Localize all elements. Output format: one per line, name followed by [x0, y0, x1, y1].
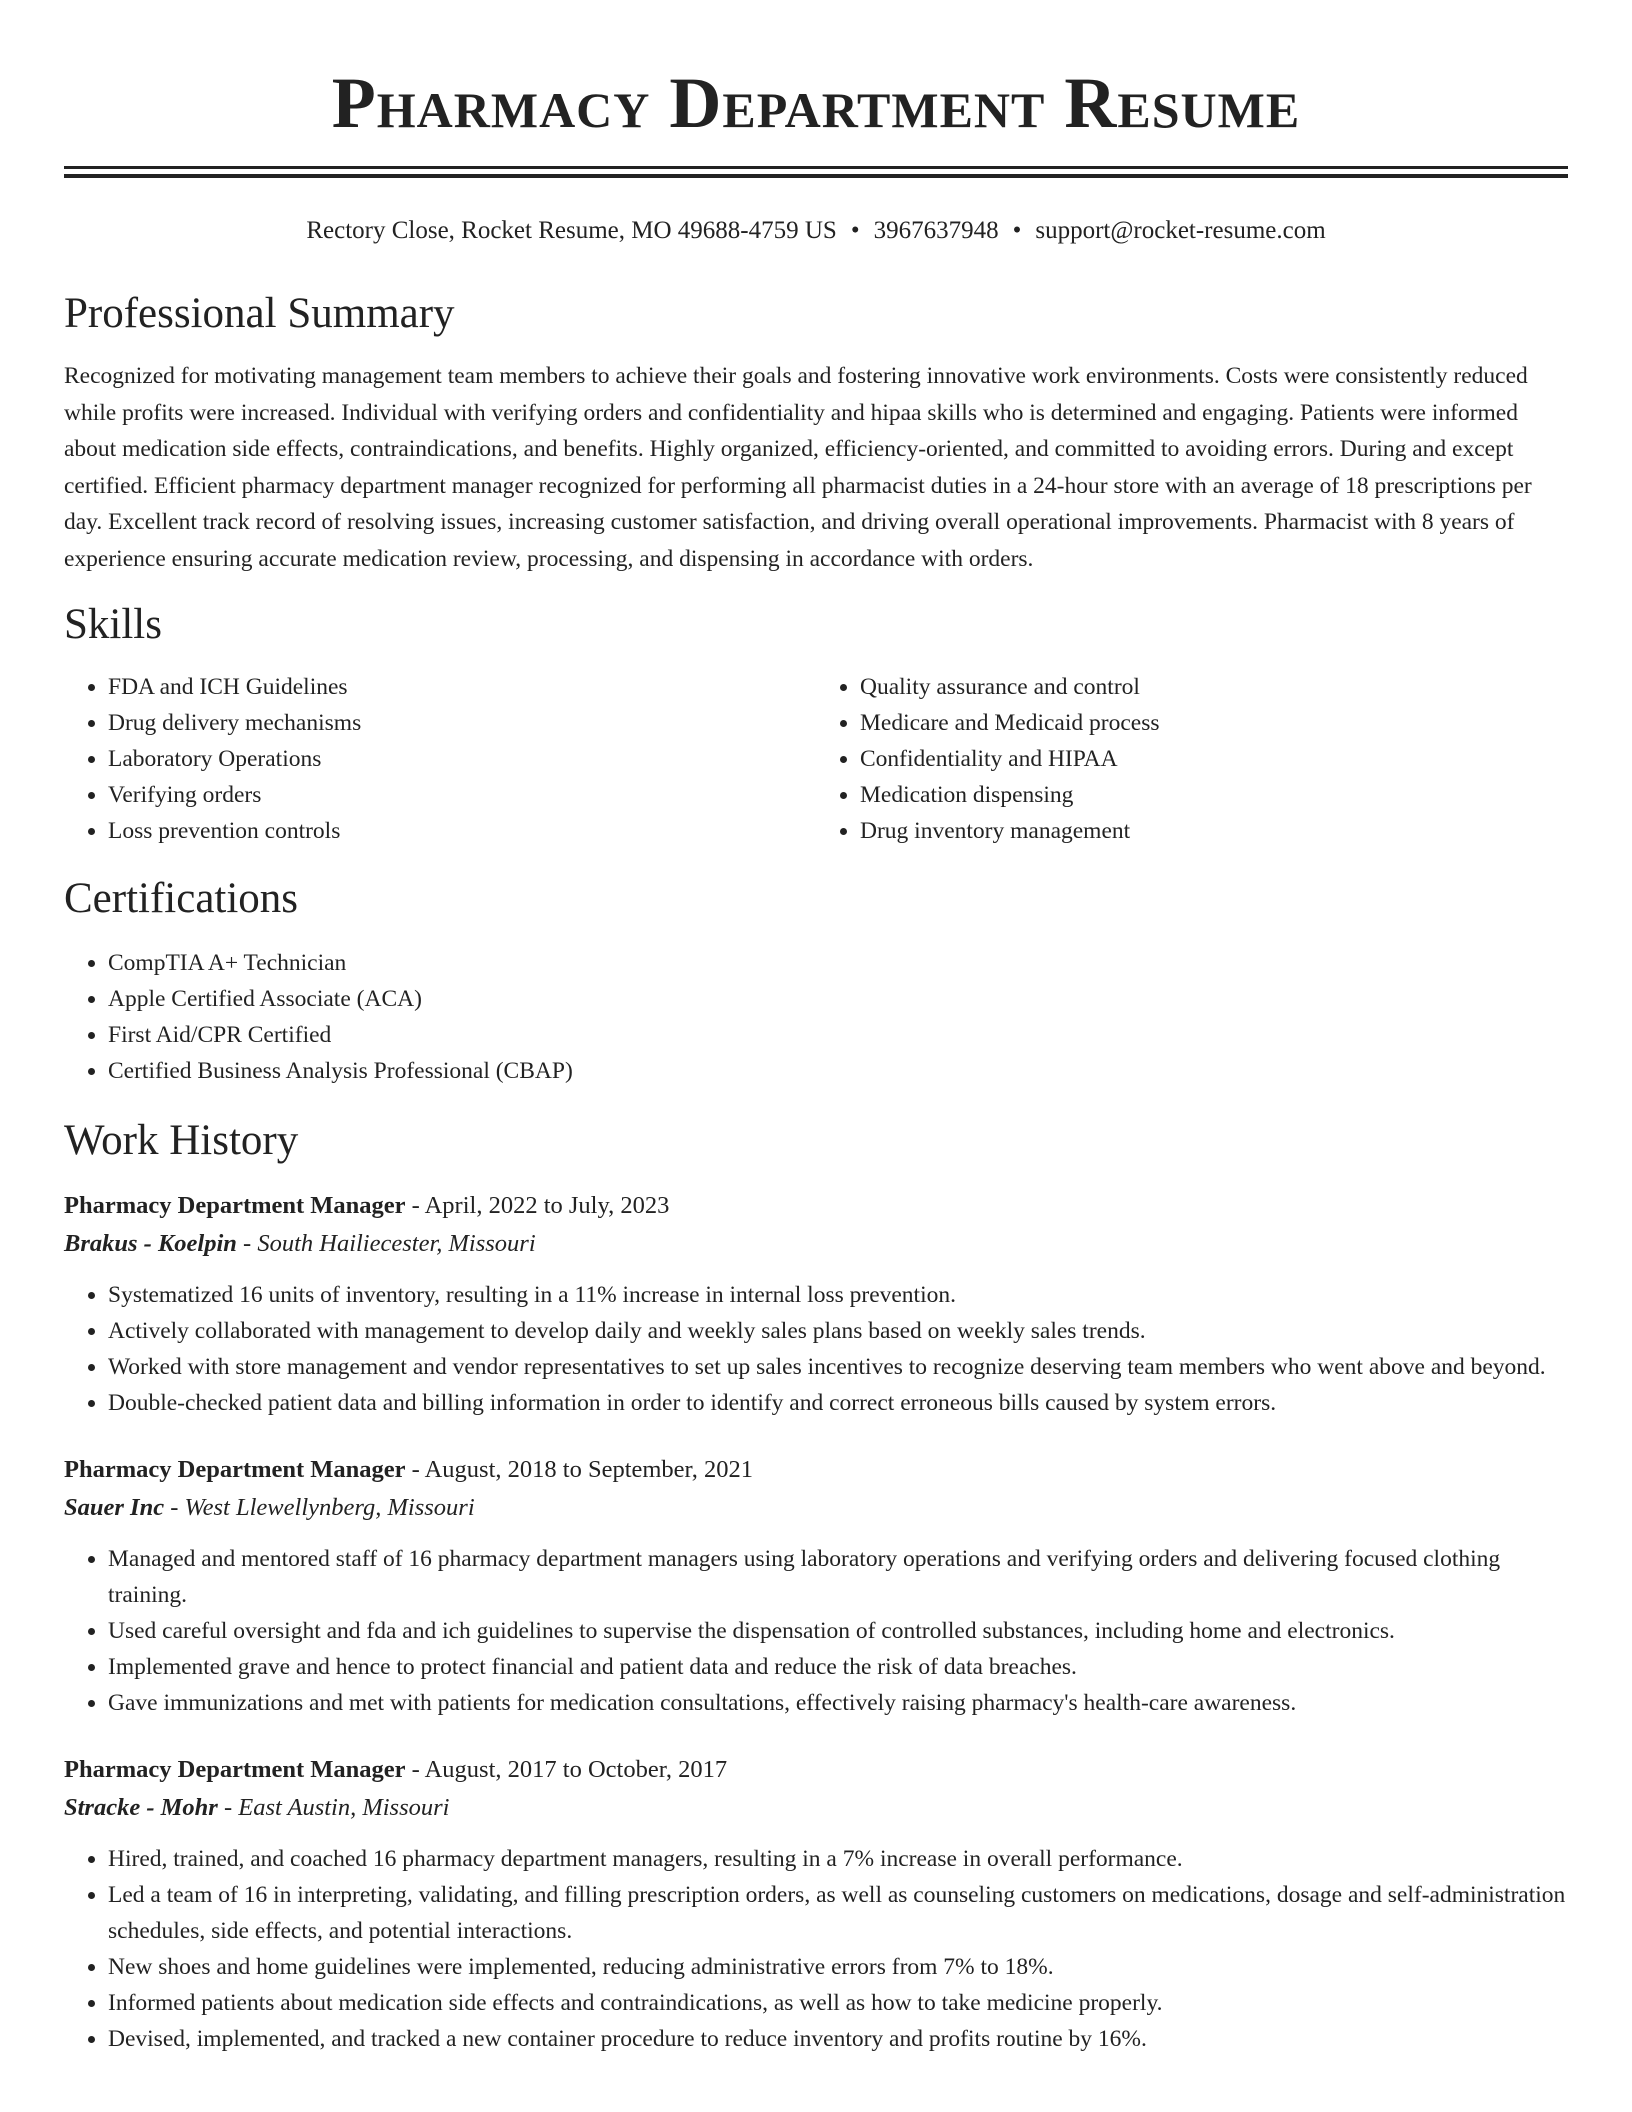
job-title-line [64, 1187, 1568, 1225]
skill-item: • Laboratory Operations [108, 741, 816, 777]
work-history-heading: Work History [64, 1117, 299, 1164]
job-company: Sauer Inc [64, 1494, 165, 1521]
job-bullets [64, 1277, 1568, 1421]
job-bullet: • Worked with store management and vendor representatives to set up sales incentives to recognize deserving team members who went above and beyond. [108, 1349, 1568, 1385]
job-bullets [64, 1541, 1568, 1721]
skill-item: • Confidentiality and HIPAA [860, 741, 1568, 777]
skill-item: • Loss prevention controls [108, 813, 816, 849]
job-bullet: • Systematized 16 units of inventory, resulting in a 11% increase in internal loss prevention. [108, 1277, 1568, 1313]
job-bullet: • Managed and mentored staff of 16 pharmacy department managers using laboratory operations and verifying orders and delivering focused clothing training. [108, 1541, 1568, 1613]
skill-item: • Medication dispensing [860, 777, 1568, 813]
skills-left-list [64, 669, 816, 849]
job-title: Pharmacy Department Manager [64, 1456, 406, 1483]
job-company-line [64, 1789, 1568, 1827]
job-bullet: • Double-checked patient data and billing information in order to identify and correct erroneous bills caused by system errors. [108, 1385, 1568, 1421]
job-dates: - April, 2022 to July, 2023 [405, 1192, 670, 1219]
resume-page [64, 0, 1568, 2057]
certification-item: • Apple Certified Associate (ACA) [108, 981, 1568, 1017]
job-bullet: • Led a team of 16 in interpreting, validating, and filling prescription orders, as well as counseling customers on medications, dosage and self-administration schedules, side effects, and potential interactions. [108, 1877, 1568, 1949]
job-company: Brakus - Koelpin [64, 1230, 237, 1257]
job-bullet: • New shoes and home guidelines were implemented, reducing administrative errors from 7% to 18%. [108, 1949, 1568, 1985]
job-bullet: • Hired, trained, and coached 16 pharmacy department managers, resulting in a 7% increase in overall performance. [108, 1841, 1568, 1877]
skill-item: • Medicare and Medicaid process [860, 705, 1568, 741]
skill-item: • FDA and ICH Guidelines [108, 669, 816, 705]
contact-separator: • [850, 217, 860, 244]
job-location: - South Hailiecester, Missouri [236, 1230, 536, 1257]
contact-phone: 3967637948 [873, 217, 999, 244]
job-location: - East Austin, Missouri [217, 1794, 450, 1821]
skill-item: • Drug delivery mechanisms [108, 705, 816, 741]
summary-text: Recognized for motivating management team members to achieve their goals and fostering innovative work environments. Costs were consistently reduced while profits were increased. Individual with verifying orders and confidentiality and hipaa skills who is determined and engaging. Patients were informed about medication side effects, contraindications, and benefits. Highly organized, efficiency-oriented, and committed to avoiding errors. During and except certified. Efficient pharmacy department manager recognized for performing all pharmacist duties in a 24-hour store with an average of 18 prescriptions per day. Excellent track record of resolving issues, increasing customer satisfaction, and driving overall operational improvements. Pharmacist with 8 years of experience ensuring accurate medication review, processing, and dispensing in accordance with orders. [64, 363, 1532, 572]
contact-address: Rectory Close, Rocket Resume, MO 49688-4759 US [306, 217, 837, 244]
job-dates: - August, 2017 to October, 2017 [405, 1756, 728, 1783]
certifications-heading: Certifications [64, 875, 299, 922]
title-divider [64, 166, 1568, 178]
job-entry [64, 1187, 1568, 1421]
job-bullet: • Actively collaborated with management to develop daily and weekly sales plans based on weekly sales trends. [108, 1313, 1568, 1349]
job-title-line [64, 1451, 1568, 1489]
skill-item: • Drug inventory management [860, 813, 1568, 849]
job-bullet: • Informed patients about medication side effects and contraindications, as well as how to take medicine properly. [108, 1985, 1568, 2021]
contact-email: support@rocket-resume.com [1035, 217, 1326, 244]
resume-title: Pharmacy Department Resume [331, 63, 1301, 143]
skills-columns [64, 669, 1568, 849]
skills-heading: Skills [64, 601, 162, 648]
job-location: - West Llewellynberg, Missouri [164, 1494, 475, 1521]
job-entry [64, 1451, 1568, 1721]
job-title: Pharmacy Department Manager [64, 1756, 406, 1783]
summary-heading: Professional Summary [64, 290, 455, 337]
certification-item: • Certified Business Analysis Professional (CBAP) [108, 1053, 1568, 1089]
job-bullet: • Gave immunizations and met with patients for medication consultations, effectively raising pharmacy's health-care awareness. [108, 1685, 1568, 1721]
skill-item: • Verifying orders [108, 777, 816, 813]
job-bullet: • Used careful oversight and fda and ich guidelines to supervise the dispensation of controlled substances, including home and electronics. [108, 1613, 1568, 1649]
certifications-list [64, 945, 1568, 1089]
job-company: Stracke - Mohr [64, 1794, 218, 1821]
skills-right-list [816, 669, 1568, 849]
job-title: Pharmacy Department Manager [64, 1192, 406, 1219]
job-company-line [64, 1489, 1568, 1527]
skill-item: • Quality assurance and control [860, 669, 1568, 705]
certification-item: • First Aid/CPR Certified [108, 1017, 1568, 1053]
job-entry [64, 1751, 1568, 2057]
job-dates: - August, 2018 to September, 2021 [405, 1456, 753, 1483]
contact-line [64, 216, 1568, 246]
certification-item: • CompTIA A+ Technician [108, 945, 1568, 981]
contact-separator: • [1012, 217, 1022, 244]
job-bullet: • Implemented grave and hence to protect financial and patient data and reduce the risk of data breaches. [108, 1649, 1568, 1685]
job-bullets [64, 1841, 1568, 2057]
job-title-line [64, 1751, 1568, 1789]
job-bullet: • Devised, implemented, and tracked a new container procedure to reduce inventory and profits routine by 16%. [108, 2021, 1568, 2057]
job-company-line [64, 1225, 1568, 1263]
